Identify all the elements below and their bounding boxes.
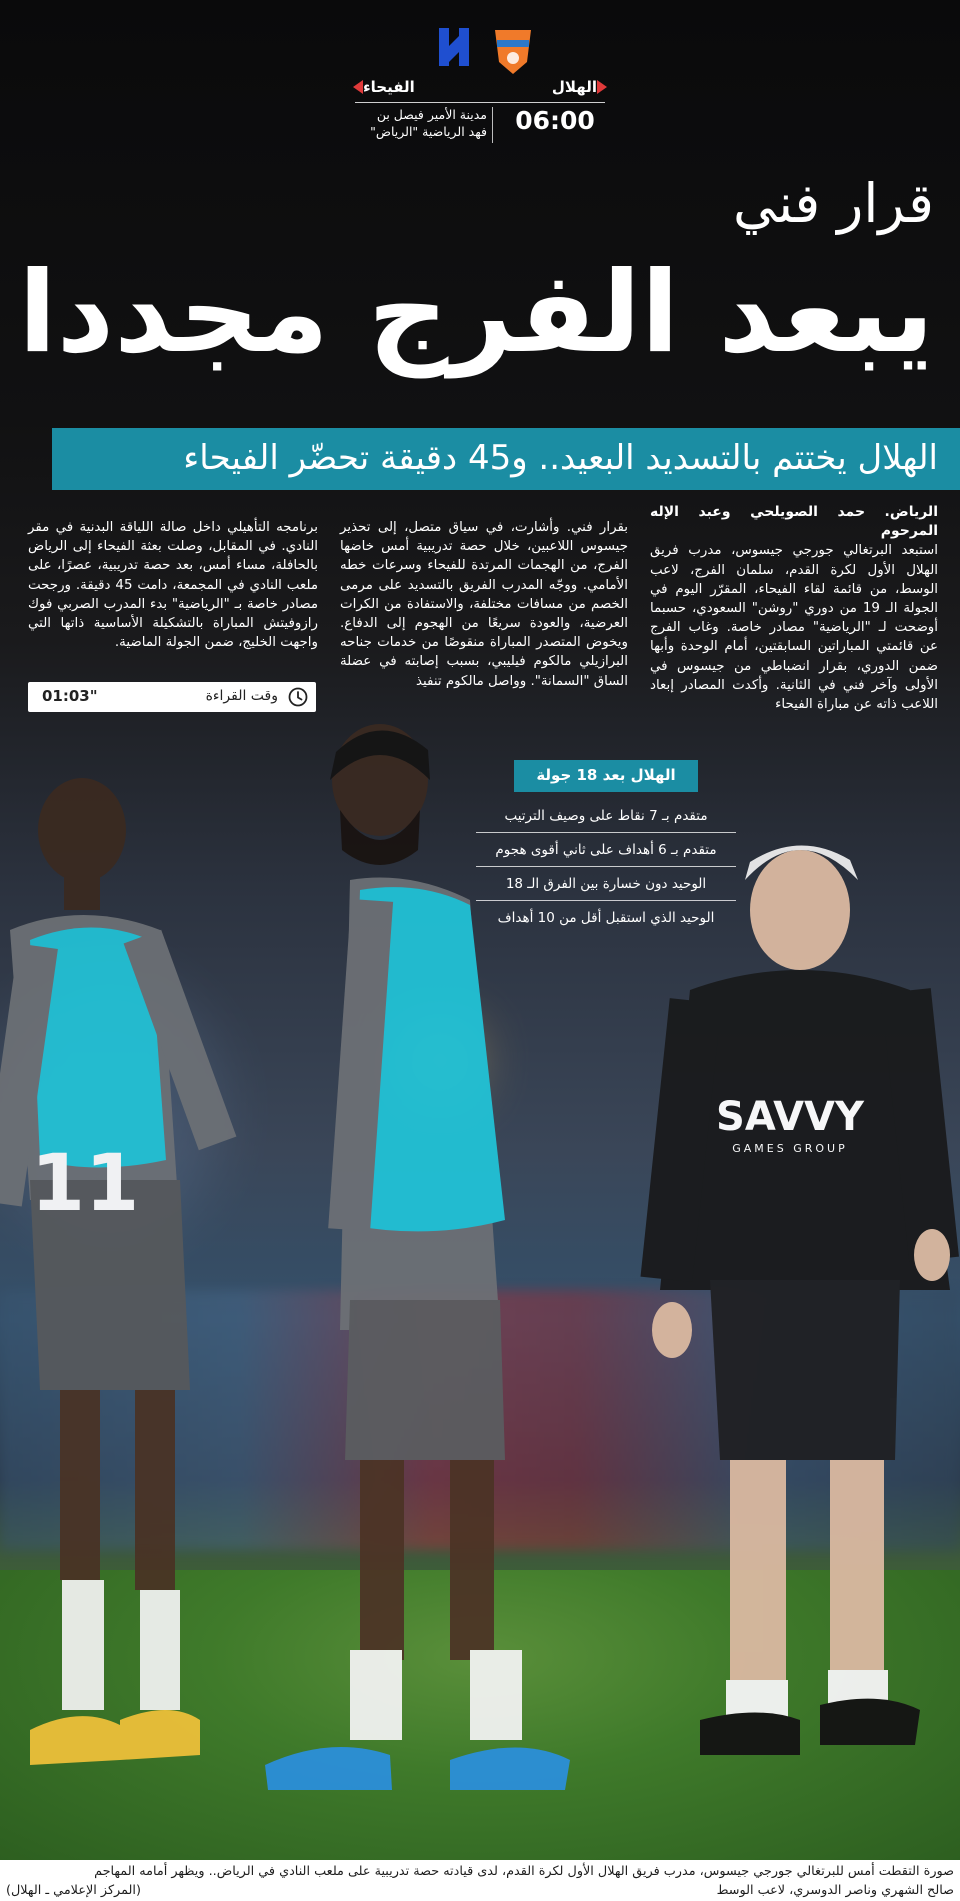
article-column-left (28, 518, 318, 652)
byline: الرياض. حمد الصويلحي وعبد الإله المرحوم (650, 504, 938, 540)
stat-row: متقدم بـ 7 نقاط على وصيف الترتيب (476, 800, 736, 833)
reading-time-label: وقت القراءة (205, 688, 278, 704)
stats-title-bar (514, 760, 698, 792)
sponsor-subtitle: GAMES GROUP (732, 1142, 848, 1155)
away-arrow-icon (353, 80, 363, 94)
caption-line-2-row (6, 1881, 954, 1900)
match-divider-line (355, 102, 605, 103)
home-team-name: الهلال (551, 78, 597, 96)
venue-line-2: فهد الرياضية "الرياض" (370, 124, 487, 139)
article-column-middle (340, 518, 628, 691)
photo-credit: (المركز الإعلامي ـ الهلال) (6, 1883, 141, 1898)
coach (641, 845, 959, 1755)
alfayha-logo-icon (495, 30, 531, 74)
stat-row: متقدم بـ 6 أهداف على ثاني أقوى هجوم (476, 834, 736, 867)
match-info (355, 22, 605, 139)
bib-number: 11 (30, 1139, 140, 1229)
kicker-title: قرار فني (733, 172, 934, 235)
player-left (0, 778, 236, 1765)
clock-icon (288, 687, 308, 707)
alhilal-logo-icon (439, 28, 469, 66)
caption-line-2: صالح الشهري وناصر الدوسري، لاعب الوسط (716, 1883, 954, 1898)
team-logos (435, 22, 535, 77)
article-text-middle: بقرار فني. وأشارت، في سياق متصل، إلى تحذير جيسوس اللاعبين، خلال حصة تدريبية أمس خاضها الفرج، من الهجمات المرتدة للفيحاء وسرعات خطه الأمامي. ووجّه المدرب الفريق بالتسديد على مرمى الخصم من مسافات مختلفة، والاستفادة من الكرات العرضية، والعودة سريعًا من الهجوم إلى الدفاع. ويخوض المتصدر المباراة منقوصًا من خدمات جناحه البرازيلي مالكوم فيليبي، بسبب إصابته في عضلة الساق "السمانة". وواصل مالكوم تنفيذ (340, 520, 628, 689)
match-vertical-divider (492, 107, 493, 143)
match-time: 06:00 (515, 106, 595, 135)
sponsor-logo: SAVVY (716, 1094, 864, 1140)
article-text-left: برنامجه التأهيلي داخل صالة اللياقة البدنية في مقر النادي. في المقابل، وصلت بعثة الفيحاء إلى الرياض بالحافلة، مساء أمس، بعد حصة تدريبية، عصرًا، على ملعب النادي في المجمعة، دامت 45 دقيقة. ورجحت مصادر خاصة بـ "الرياضية" بدء المدرب الصربي فوك رازوفيتش المباراة بالتشكيلة الأساسية ذاتها التي واجهت الخليج، ضمن الجولة الماضية. (28, 520, 318, 651)
stats-title: الهلال بعد 18 جولة (536, 766, 676, 784)
headline: يبعد الفرج مجددا (18, 248, 934, 378)
home-arrow-icon (597, 80, 607, 94)
photo-caption (0, 1860, 960, 1901)
away-team-name: الفيحاء (363, 78, 415, 96)
stat-row: الوحيد دون خسارة بين الفرق الـ 18 (476, 868, 736, 901)
stat-row: الوحيد الذي استقبل أقل من 10 أهداف (497, 910, 715, 926)
venue-line-1: مدينة الأمير فيصل بن (376, 107, 487, 122)
article-text-right: استبعد البرتغالي جورجي جيسوس، مدرب فريق الهلال الأول لكرة القدم، سلمان الفرج، لاعب الوسط، من قائمة لقاء الفيحاء، المقرّر اليوم في الجولة الـ 19 من دوري "روشن" السعودي، حسبما أوضحت لـ "الرياضية" مصادر خاصة. وغاب الفرج عن قائمتي المباراتين السابقتين، أمام الوحدة وأبها ضمن الدوري، بقرار انضباطي من جيسوس في الأولى وآخر فني في الثانية. وأكدت المصادر إبعاد اللاعب ذاته عن مباراة الفيحاء (650, 543, 938, 713)
caption-line-1: صورة التقطت أمس للبرتغالي جورجي جيسوس، مدرب فريق الهلال الأول لكرة القدم، لدى قيادته حصة تدريبية على ملعب النادي في الرياض.. ويظهر أمامه المهاجم (94, 1864, 954, 1879)
subheadline-bar (52, 428, 960, 490)
subheadline: الهلال يختتم بالتسديد البعيد.. و45 دقيقة تحضّر الفيحاء (183, 438, 938, 478)
reading-time-box (28, 682, 316, 712)
match-venue (355, 106, 487, 140)
article-column-right (650, 503, 938, 714)
reading-time-value: 01:03" (42, 687, 98, 705)
